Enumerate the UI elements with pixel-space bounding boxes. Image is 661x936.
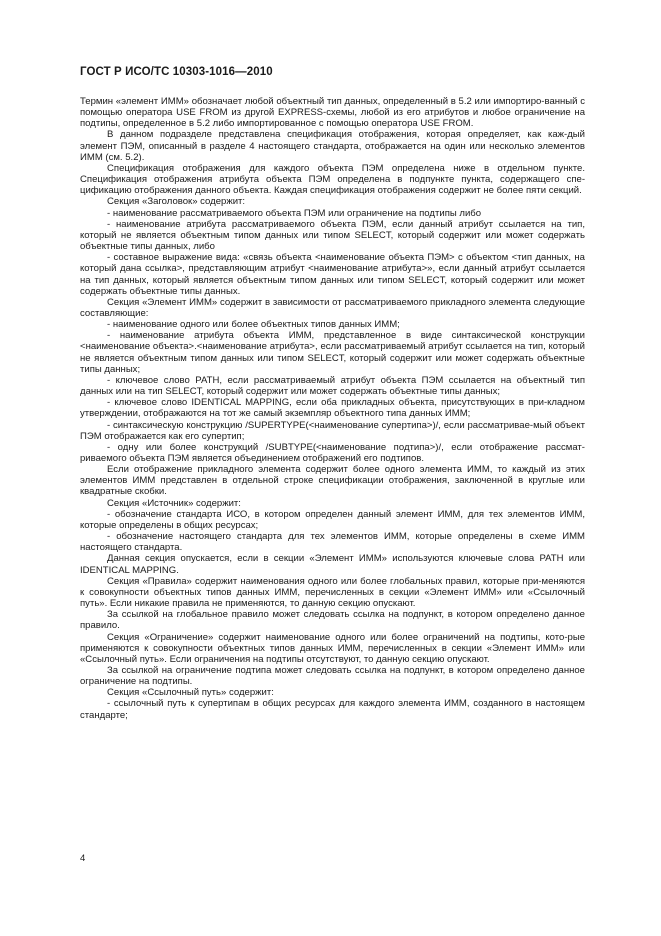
list-item: - синтаксическую конструкцию /SUPERTYPE(<наименование супертипа>)/, если рассматривае-мый объект ПЭМ отображается как его супертип;	[80, 419, 585, 442]
page-number: 4	[80, 853, 86, 864]
section-intro: Секция «Ссылочный путь» содержит:	[107, 687, 274, 699]
list-item: - составное выражение вида: «связь объекта <наименование объекта ПЭМ> с объектом <тип данных, на который дана ссылка>, представляющим атрибут <наименование атрибута>», если данный атрибут ссылается на тип данных, который является объектным типом данных или типом SELECT, который содержит или может содержать объектные типы данных.	[80, 252, 585, 297]
section-intro: Секция «Источник» содержит:	[107, 497, 241, 509]
paragraph: Секция «Ограничение» содержит наименование одного или более ограничений на подтипы, кото-рые применяются к совокупности объектных типов данных ИММ, перечисленных в секции «Элемент ИММ» или «Ссылочный путь». Если ограничения на подтипы отсутствуют, то данную секцию опускают.	[80, 631, 585, 665]
list-item: - наименование атрибута рассматриваемого объекта ПЭМ, если данный атрибут ссылается на тип, который не является объектным типом данных или типом SELECT, который содержит или может содержать объектные типы данных, либо	[80, 218, 585, 253]
paragraph: За ссылкой на глобальное правило может следовать ссылка на подпункт, в котором определено данное правило.	[80, 609, 585, 632]
list-item: - наименование одного или более объектных типов данных ИММ;	[107, 319, 400, 331]
list-item: - обозначение настоящего стандарта для тех элементов ИММ, которые определены в схеме ИММ настоящего стандарта.	[80, 531, 585, 554]
section-intro: Секция «Заголовок» содержит:	[107, 196, 246, 208]
paragraph: За ссылкой на ограничение подтипа может следовать ссылка на подпункт, в котором определено данное ограничение на подтипы.	[80, 664, 585, 688]
paragraph: Если отображение прикладного элемента содержит более одного элемента ИММ, то каждый из этих элементов ИММ представлен в отдельной строке спецификации отображения, заключенной в круглые или квадратные скобки.	[80, 464, 585, 498]
document-body	[80, 96, 585, 721]
paragraph: Секция «Правила» содержит наименования одного или более глобальных правил, которые при-меняются к совокупности объектных типов данных ИММ, перечисленных в секции «Элемент ИММ» или «Ссылочный путь». Если никакие правила не применяются, то данную секцию опускают.	[80, 575, 585, 610]
paragraph: В данном подразделе представлена спецификация отображения, которая определяет, как каж-дый элемент ПЭМ, описанный в разделе 4 настоящего стандарта, отображается на один или несколько элементов ИММ (см. 5.2).	[80, 129, 585, 163]
section-intro: Секция «Элемент ИММ» содержит в зависимости от рассматриваемого прикладного элемента следующие составляющие:	[80, 296, 585, 319]
list-item: - наименование атрибута объекта ИММ, представленное в виде синтаксической конструкции <наименование объекта>.<наименование атрибута>, если рассматриваемый атрибут ссылается на тип, который не является объектным типом данных или типом SELECT, который содержит или может содержать объектные типы данных;	[80, 330, 585, 375]
list-item: - ссылочный путь к супертипам в общих ресурсах для каждого элемента ИММ, созданного в настоящем стандарте;	[80, 698, 585, 721]
list-item: - одну или более конструкций /SUBTYPE(<наименование подтипа>)/, если отображение рассмат-риваемого объекта ПЭМ является объединением отображений его подтипов.	[80, 441, 585, 464]
list-item: - обозначение стандарта ИСО, в котором определен данный элемент ИММ, для тех элементов ИММ, которые определены в общих ресурсах;	[80, 508, 585, 531]
list-item: - ключевое слово PATH, если рассматриваемый атрибут объекта ПЭМ ссылается на объектный тип данных или на тип SELECT, который содержит или может содержать объектные типы данных;	[80, 374, 585, 398]
list-item: - наименование рассматриваемого объекта ПЭМ или ограничение на подтипы либо	[107, 207, 482, 219]
paragraph: Данная секция опускается, если в секции «Элемент ИММ» используются ключевые слова PATH или IDENTICAL MAPPING.	[80, 553, 585, 576]
paragraph: Спецификация отображения для каждого объекта ПЭМ определена ниже в отдельном пункте. Спецификация отображения атрибута объекта ПЭМ определена в подпункте пункта, содержащего спе-цификацию отображения данного объекта. Каждая спецификация отображения содержит не более пяти секций.	[80, 162, 585, 197]
paragraph: Термин «элемент ИММ» обозначает любой объектный тип данных, определенный в 5.2 или импортиро-ванный с помощью оператора USE FROM из другой EXPRESS-схемы, любой из его атрибутов и любое ограничение на подтипы, определенное в 5.2 либо импортированное с помощью оператора USE FROM.	[80, 96, 585, 130]
document-header: ГОСТ Р ИСО/ТС 10303-1016—2010	[80, 66, 273, 78]
list-item: - ключевое слово IDENTICAL MAPPING, если оба прикладных объекта, присутствующих в при-кладном утверждении, отображаются на тот же самый экземпляр объектного типа данных ИММ;	[80, 397, 585, 420]
